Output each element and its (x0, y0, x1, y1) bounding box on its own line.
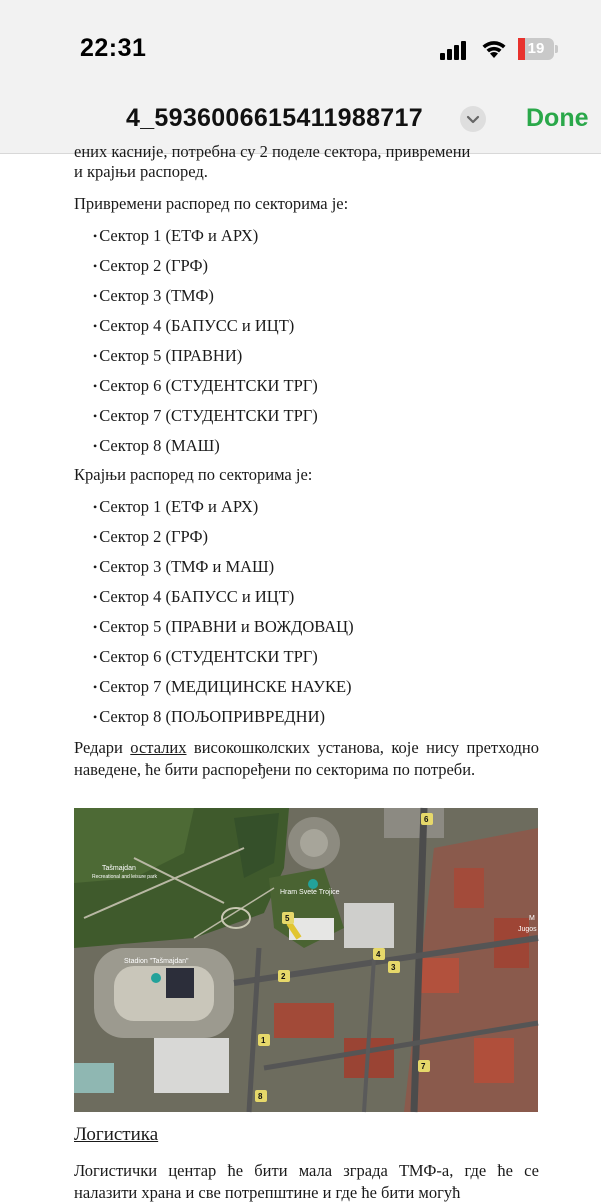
list-item: • Сектор 2 (ГРФ) (93, 255, 208, 278)
list-item: • Сектор 7 (СТУДЕНТСКИ ТРГ) (93, 405, 318, 428)
list-item: • Сектор 5 (ПРАВНИ и ВОЖДОВАЦ) (93, 616, 354, 639)
chevron-down-icon (460, 106, 486, 132)
map-label: Hram Svete Trojice (280, 889, 340, 896)
map-label: M (529, 915, 535, 922)
svg-text:3: 3 (391, 963, 396, 972)
list-item: • Сектор 4 (БАПУСС и ИЦТ) (93, 586, 294, 609)
list-item: • Сектор 1 (ЕТФ и АРХ) (93, 496, 258, 519)
logistics-heading: Логистика (74, 1124, 159, 1145)
sector-marker (255, 1090, 267, 1102)
document-title[interactable]: 4_5936006615411988717 (126, 104, 423, 132)
map-label: Jugos (518, 926, 537, 933)
document-page[interactable] (0, 142, 601, 1202)
svg-text:8: 8 (258, 1092, 263, 1101)
sector-marker (282, 912, 294, 924)
clock: 22:31 (80, 34, 147, 62)
others-paragraph (74, 737, 539, 781)
svg-text:5: 5 (285, 914, 290, 923)
sector-marker (421, 813, 433, 825)
logistics-paragraph: Логистички центар ће бити мала зграда ТМФ-а, где ће се налазити храна и све потрепштине и где ће бити могућ (74, 1161, 539, 1202)
others-underlined-word: осталих (130, 738, 187, 757)
cellular-signal-icon (440, 40, 470, 60)
svg-text:6: 6 (424, 815, 429, 824)
wifi-icon (480, 38, 508, 60)
map-pin-icon (151, 973, 161, 983)
battery-icon (518, 38, 558, 60)
battery-percentage: 19 (527, 40, 545, 57)
intro-line: и крајњи распоред. (74, 162, 208, 181)
sector-marker (418, 1060, 430, 1072)
list-item: • Сектор 6 (СТУДЕНТСКИ ТРГ) (93, 375, 318, 398)
sector-marker (388, 961, 400, 973)
svg-text:1: 1 (261, 1036, 266, 1045)
list-item: • Сектор 3 (ТМФ) (93, 285, 214, 308)
list-item: • Сектор 6 (СТУДЕНТСКИ ТРГ) (93, 646, 318, 669)
cut-off-line: ених касније, потребна су 2 поделе сектора, привремени (74, 142, 471, 161)
list-item: • Сектор 4 (БАПУСС и ИЦТ) (93, 315, 294, 338)
temporary-schedule-heading: Привремени распоред по секторима је: (74, 194, 349, 213)
map-label: Stadion "Tašmajdan" (124, 958, 189, 965)
list-item: • Сектор 8 (МАШ) (93, 435, 220, 458)
list-item: • Сектор 1 (ЕТФ и АРХ) (93, 225, 258, 248)
satellite-map-image (74, 808, 538, 1112)
done-button[interactable]: Done (526, 104, 589, 132)
svg-text:2: 2 (281, 972, 286, 981)
sector-marker (373, 948, 385, 960)
others-rest: високошколских установа, које нису претходно наведене, ће бити распоређени по секторима по потреби. (74, 738, 540, 779)
map-label: Recreational and leisure park (92, 874, 158, 880)
sector-marker (258, 1034, 270, 1046)
list-item: • Сектор 2 (ГРФ) (93, 526, 208, 549)
sector-marker (278, 970, 290, 982)
title-menu-button[interactable] (460, 106, 486, 132)
map-label: Tašmajdan (102, 865, 136, 872)
list-item: • Сектор 3 (ТМФ и МАШ) (93, 556, 274, 579)
svg-text:7: 7 (421, 1062, 426, 1071)
list-item: • Сектор 7 (МЕДИЦИНСКЕ НАУКЕ) (93, 676, 352, 699)
status-bar (0, 0, 601, 98)
others-prefix: Редари (74, 738, 123, 757)
final-schedule-heading: Крајњи распоред по секторима је: (74, 465, 313, 484)
map-pin-icon (308, 879, 318, 889)
list-item: • Сектор 8 (ПОЉОПРИВРЕДНИ) (93, 706, 325, 729)
svg-text:4: 4 (376, 950, 381, 959)
list-item: • Сектор 5 (ПРАВНИ) (93, 345, 242, 368)
